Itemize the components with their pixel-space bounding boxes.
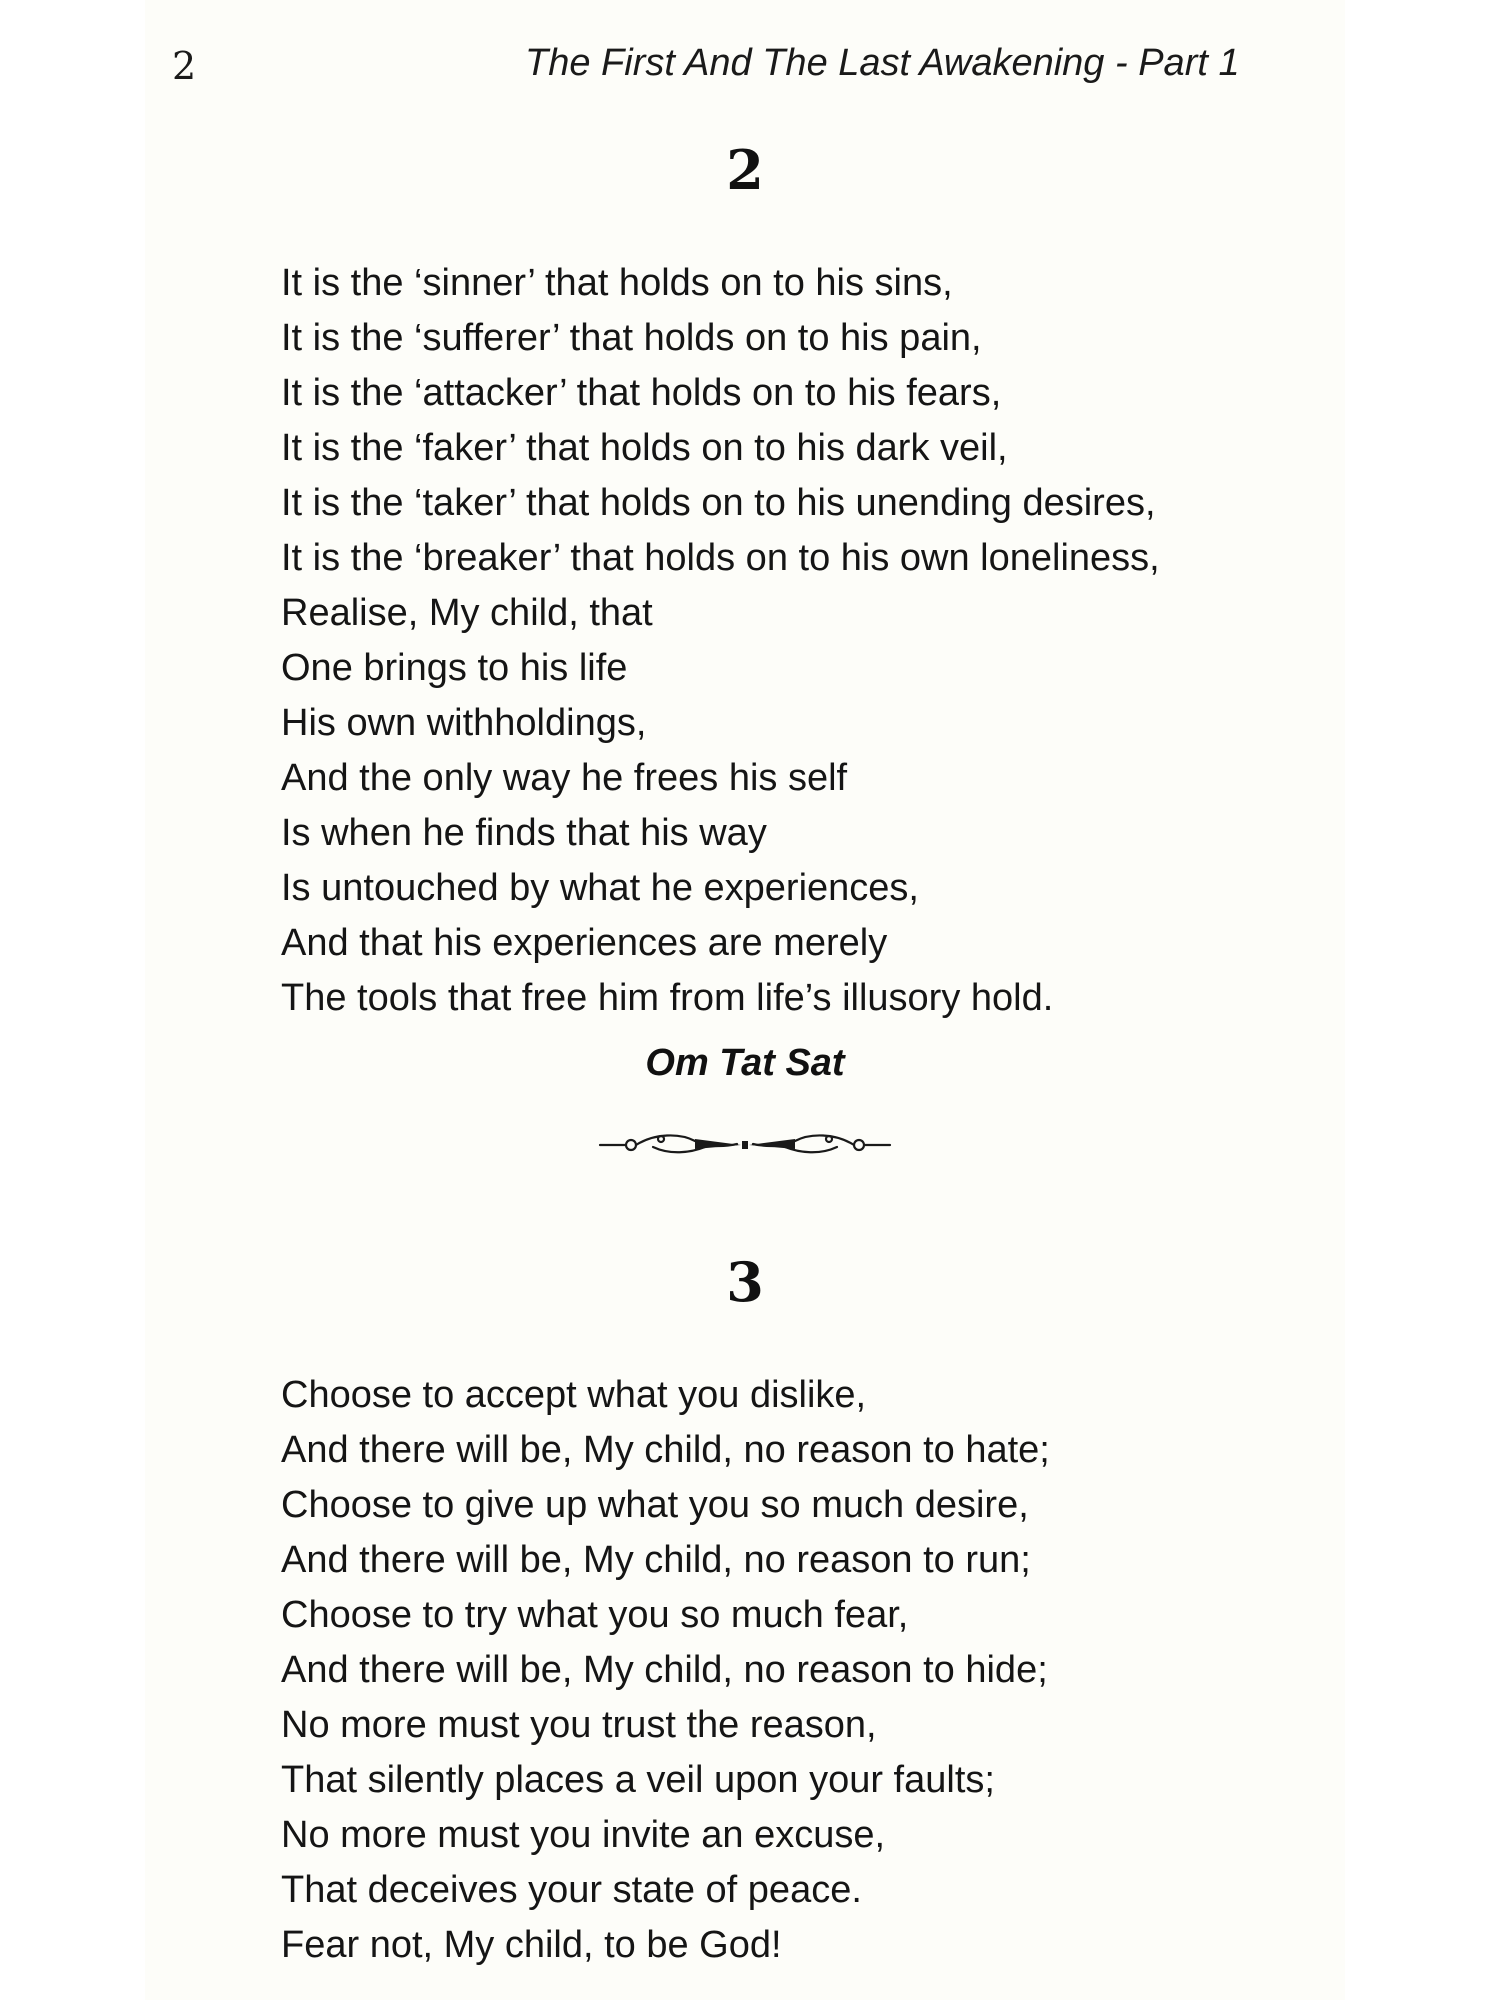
poem-line: It is the ‘faker’ that holds on to his dark veil,: [281, 427, 1008, 469]
poem-line: His own withholdings,: [281, 702, 647, 744]
section-number: 2: [726, 138, 764, 202]
poem-line: No more must you invite an excuse,: [281, 1814, 886, 1856]
poem-line: It is the ‘breaker’ that holds on to his own loneliness,: [281, 537, 1160, 579]
poem-section-3: [281, 1368, 1050, 1973]
poem-section-2: [281, 256, 1160, 1026]
poem-line: It is the ‘sinner’ that holds on to his sins,: [281, 262, 953, 304]
poem-line: And there will be, My child, no reason to hide;: [281, 1649, 1048, 1691]
poem-line: Is when he finds that his way: [281, 812, 767, 854]
poem-line: Choose to try what you so much fear,: [281, 1594, 909, 1636]
poem-line: No more must you trust the reason,: [281, 1704, 877, 1746]
closing-mantra: Om Tat Sat: [645, 1042, 845, 1084]
poem-line: One brings to his life: [281, 647, 628, 689]
poem-line: That silently places a veil upon your faults;: [281, 1759, 995, 1801]
poem-line: And there will be, My child, no reason to run;: [281, 1539, 1031, 1581]
poem-line: And there will be, My child, no reason to hate;: [281, 1429, 1050, 1471]
poem-line: That deceives your state of peace.: [281, 1869, 862, 1911]
page-number: 2: [172, 44, 197, 88]
poem-line: Is untouched by what he experiences,: [281, 867, 919, 909]
book-page: [145, 0, 1345, 2000]
poem-line: It is the ‘attacker’ that holds on to his fears,: [281, 372, 1002, 414]
poem-line: It is the ‘sufferer’ that holds on to his pain,: [281, 317, 982, 359]
poem-line: It is the ‘taker’ that holds on to his unending desires,: [281, 482, 1156, 524]
running-title: The First And The Last Awakening - Part 1: [525, 42, 1240, 84]
poem-line: And that his experiences are merely: [281, 922, 888, 964]
poem-line: Choose to give up what you so much desire,: [281, 1484, 1029, 1526]
flourish-divider-icon: [595, 1125, 895, 1165]
poem-line: Realise, My child, that: [281, 592, 653, 634]
poem-line: Choose to accept what you dislike,: [281, 1374, 867, 1416]
poem-line: Fear not, My child, to be God!: [281, 1924, 782, 1966]
poem-line: And the only way he frees his self: [281, 757, 848, 799]
section-number: 3: [726, 1250, 764, 1314]
poem-line: The tools that free him from life’s illusory hold.: [281, 977, 1054, 1019]
